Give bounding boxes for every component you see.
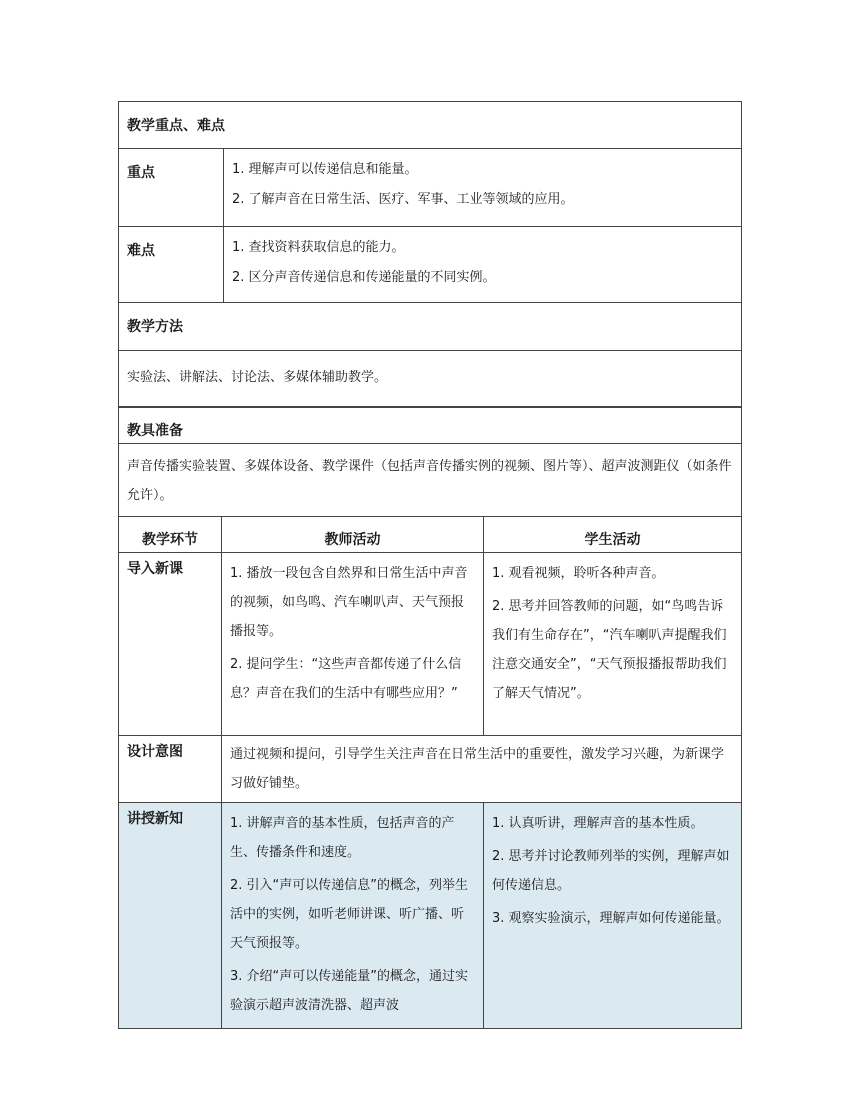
method-text: 实验法、讲解法、讨论法、多媒体辅助教学。 [119,351,742,407]
list-item: 2. 区分声音传递信息和传递能量的不同实例。 [232,270,496,285]
list-item: 1. 查找资料获取信息的能力。 [232,240,405,255]
equipment-text: 声音传播实验装置、多媒体设备、教学课件（包括声音传播实例的视频、图片等）、超声波测距仪（如条件允许）。 [119,443,742,516]
method-section-title: 教学方法 [119,303,742,351]
process-table [118,406,742,1029]
new-knowledge-teacher [222,802,484,1028]
stage-new-knowledge: 讲授新知 [119,802,222,1028]
list-item: 3. 介绍“声可以传递能量”的概念，通过实验演示超声波清洗器、超声波 [230,968,469,1013]
design-intent-text: 通过视频和提问，引导学生关注声音在日常生活中的重要性，激发学习兴趣，为新课学习做好铺垫。 [222,735,742,802]
header-teacher: 教师活动 [222,516,484,552]
intro-teacher [222,552,484,735]
focus-section-title: 教学重点、难点 [119,102,742,149]
list-item: 1. 理解声可以传递信息和能量。 [232,162,418,177]
key-points-label: 重点 [119,149,224,227]
list-item: 2. 引入“声可以传递信息”的概念，列举生活中的实例，如听老师讲课、听广播、听天气预报等。 [230,877,469,951]
header-student: 学生活动 [484,516,742,552]
list-item: 2. 思考并回答教师的问题，如“鸟鸣告诉我们有生命存在”，“汽车喇叭声提醒我们注意交通安全”，“天气预报播报帮助我们了解天气情况”。 [492,598,727,701]
list-item: 2. 了解声音在日常生活、医疗、军事、工业等领域的应用。 [232,192,574,207]
key-points-list [224,149,742,227]
difficulties-list [224,227,742,303]
focus-table [118,101,742,407]
list-item: 1. 观看视频，聆听各种声音。 [492,565,665,581]
header-stage: 教学环节 [119,516,222,552]
stage-intro: 导入新课 [119,552,222,735]
list-item: 1. 认真听讲，理解声音的基本性质。 [492,815,704,831]
new-knowledge-student [484,802,742,1028]
list-item: 2. 提问学生：“这些声音都传递了什么信息？声音在我们的生活中有哪些应用？” [230,656,462,701]
list-item: 1. 讲解声音的基本性质，包括声音的产生、传播条件和速度。 [230,815,455,860]
equipment-section-title: 教具准备 [119,407,742,443]
list-item: 2. 思考并讨论教师列举的实例，理解声如何传递信息。 [492,848,730,893]
lesson-plan-document [118,101,741,1029]
difficulties-label: 难点 [119,227,224,303]
list-item: 3. 观察实验演示，理解声如何传递能量。 [492,910,730,926]
list-item: 1. 播放一段包含自然界和日常生活中声音的视频，如鸟鸣、汽车喇叭声、天气预报播报等。 [230,565,468,639]
intro-student [484,552,742,735]
stage-design-intent: 设计意图 [119,735,222,802]
